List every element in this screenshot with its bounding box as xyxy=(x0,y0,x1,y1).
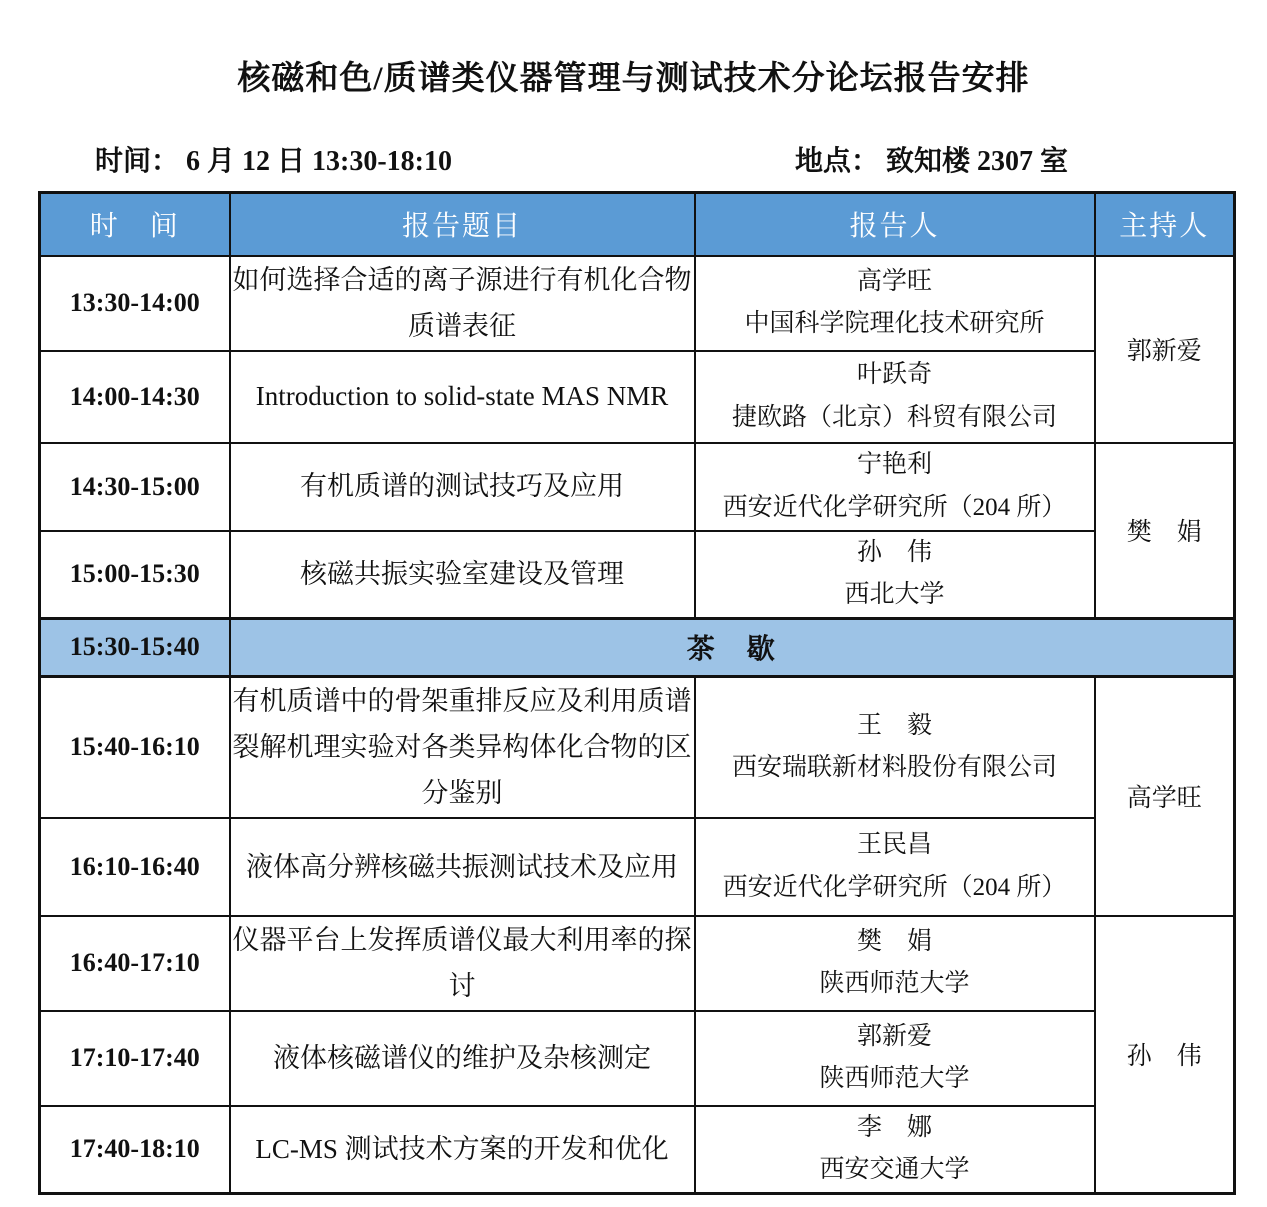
chair-cell: 樊 娟 xyxy=(1095,443,1235,619)
speaker-org: 陕西师范大学 xyxy=(819,1065,970,1093)
table-row xyxy=(40,818,1235,916)
speaker-cell xyxy=(695,818,1095,916)
speaker-name: 王 毅 xyxy=(856,711,932,739)
page-title: 核磁和色/质谱类仪器管理与测试技术分论坛报告安排 xyxy=(237,61,1030,97)
time-cell: 14:00-14:30 xyxy=(40,351,230,443)
speaker-name: 樊 娟 xyxy=(856,927,932,955)
talk-title-cell: 如何选择合适的离子源进行有机化合物质谱表征 xyxy=(230,256,695,351)
table-row xyxy=(40,351,1235,443)
speaker-name: 郭新爱 xyxy=(856,1022,932,1050)
col-header-chair: 主持人 xyxy=(1095,193,1235,256)
table-row xyxy=(40,916,1235,1011)
table-row xyxy=(40,1106,1235,1194)
speaker-org: 中国科学院理化技术研究所 xyxy=(744,310,1045,337)
speaker-name: 高学旺 xyxy=(856,267,932,295)
chair-cell: 高学旺 xyxy=(1095,676,1235,916)
time-cell: 17:10-17:40 xyxy=(40,1011,230,1106)
talk-title-cell: 液体核磁谱仪的维护及杂核测定 xyxy=(230,1011,695,1106)
speaker-cell xyxy=(695,351,1095,443)
tea-break-row xyxy=(40,618,1235,676)
speaker-cell xyxy=(695,1011,1095,1106)
speaker-cell xyxy=(695,531,1095,619)
speaker-name: 宁艳利 xyxy=(856,451,932,478)
time-cell: 16:10-16:40 xyxy=(40,818,230,916)
time-cell: 14:30-15:00 xyxy=(40,443,230,531)
speaker-org: 西安瑞联新材料股份有限公司 xyxy=(731,754,1057,782)
talk-title-cell: 有机质谱的测试技巧及应用 xyxy=(230,443,695,531)
table-row xyxy=(40,1011,1235,1106)
schedule-table xyxy=(38,191,1236,1195)
chair-cell: 郭新爱 xyxy=(1095,256,1235,443)
session-time: 时间： 6 月 12 日 13:30-18:10 xyxy=(95,146,452,177)
time-cell: 15:30-15:40 xyxy=(40,618,230,676)
speaker-org: 捷欧路（北京）科贸有限公司 xyxy=(731,403,1057,431)
speaker-cell xyxy=(695,256,1095,351)
speaker-name: 李 娜 xyxy=(856,1113,932,1141)
speaker-org: 西安近代化学研究所（204 所） xyxy=(722,873,1067,901)
talk-title-cell: 仪器平台上发挥质谱仪最大利用率的探讨 xyxy=(230,916,695,1011)
time-cell: 15:00-15:30 xyxy=(40,531,230,619)
col-header-speaker: 报告人 xyxy=(695,193,1095,256)
speaker-cell xyxy=(695,443,1095,531)
time-cell: 15:40-16:10 xyxy=(40,676,230,818)
table-row xyxy=(40,676,1235,818)
speaker-org: 西安近代化学研究所（204 所） xyxy=(722,493,1067,521)
speaker-cell xyxy=(695,1106,1095,1194)
col-header-talk-title: 报告题目 xyxy=(230,193,695,256)
time-cell: 13:30-14:00 xyxy=(40,256,230,351)
talk-title-cell: 核磁共振实验室建设及管理 xyxy=(230,531,695,619)
table-row xyxy=(40,443,1235,531)
speaker-name: 叶跃奇 xyxy=(856,361,932,388)
talk-title-cell: 液体高分辨核磁共振测试技术及应用 xyxy=(230,818,695,916)
chair-cell: 孙 伟 xyxy=(1095,916,1235,1193)
speaker-cell xyxy=(695,916,1095,1011)
talk-title-cell: LC-MS 测试技术方案的开发和优化 xyxy=(230,1106,695,1194)
table-row xyxy=(40,531,1235,619)
talk-title-cell: Introduction to solid-state MAS NMR xyxy=(230,351,695,443)
session-location: 地点： 致知楼 2307 室 xyxy=(795,146,1069,177)
time-cell: 17:40-18:10 xyxy=(40,1106,230,1194)
speaker-org: 陕西师范大学 xyxy=(819,970,970,998)
speaker-org: 西北大学 xyxy=(844,581,945,608)
tea-break-cell: 茶 歇 xyxy=(230,618,1235,676)
speaker-name: 王民昌 xyxy=(856,831,932,859)
speaker-name: 孙 伟 xyxy=(856,538,932,566)
table-header-row xyxy=(40,193,1235,256)
speaker-org: 西安交通大学 xyxy=(819,1156,970,1184)
session-meta xyxy=(38,139,1233,183)
talk-title-cell: 有机质谱中的骨架重排反应及利用质谱裂解机理实验对各类异构体化合物的区分鉴别 xyxy=(230,676,695,818)
col-header-time: 时 间 xyxy=(40,193,230,256)
speaker-cell xyxy=(695,676,1095,818)
table-row xyxy=(40,256,1235,351)
time-cell: 16:40-17:10 xyxy=(40,916,230,1011)
